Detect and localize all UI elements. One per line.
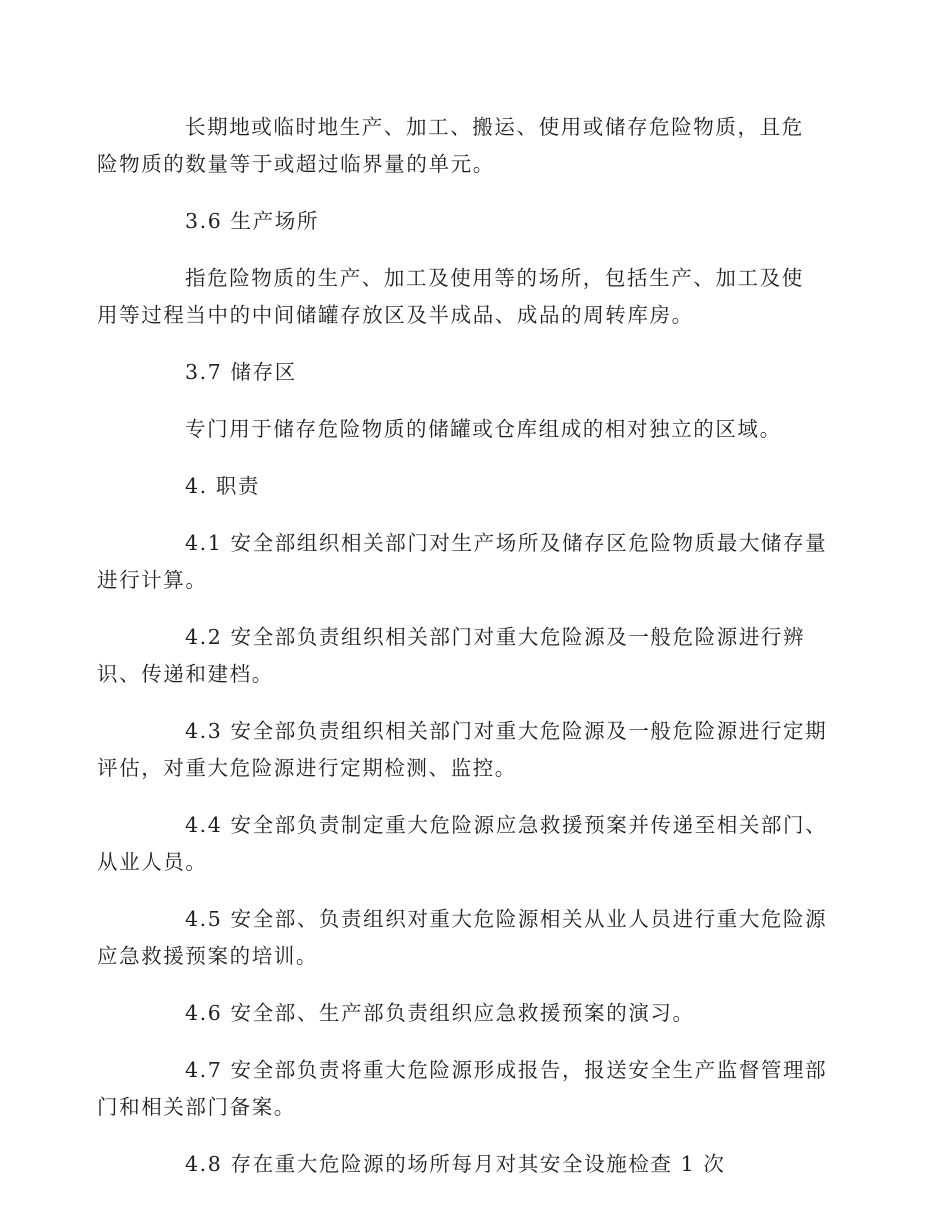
section-heading: [141, 468, 813, 505]
text-line: 识、传递和建档。: [97, 662, 274, 686]
paragraph: [97, 260, 813, 334]
text-line: 4.1 安全部组织相关部门对生产场所及储存区危险物质最大储存量: [185, 531, 828, 555]
text-line: 4.6 安全部、生产部负责组织应急救援预案的演习。: [185, 1001, 695, 1025]
text-line: 4.7 安全部负责将重大危险源形成报告，报送安全生产监督管理部: [185, 1058, 828, 1082]
text-line: 门和相关部门备案。: [97, 1095, 296, 1119]
paragraph: [141, 411, 813, 448]
text-line: 险物质的数量等于或超过临界量的单元。: [97, 152, 495, 176]
text-line: 3.6 生产场所: [185, 209, 319, 233]
paragraph: [97, 901, 828, 975]
section-heading: [141, 354, 813, 391]
paragraph: [97, 109, 813, 183]
text-line: 评估，对重大危险源进行定期检测、监控。: [97, 756, 517, 780]
paragraph: [97, 619, 813, 693]
paragraph: [141, 1146, 813, 1183]
text-line: 4. 职责: [185, 474, 261, 498]
paragraph: [97, 713, 828, 787]
paragraph: [141, 995, 813, 1032]
document-body: [97, 109, 828, 1203]
text-line: 4.5 安全部、负责组织对重大危险源相关从业人员进行重大危险源: [185, 907, 828, 931]
text-line: 指危险物质的生产、加工及使用等的场所，包括生产、加工及使: [185, 266, 804, 290]
paragraph: [97, 807, 828, 881]
text-line: 进行计算。: [97, 568, 208, 592]
paragraph: [97, 525, 828, 599]
section-heading: [141, 203, 813, 240]
text-line: 4.3 安全部负责组织相关部门对重大危险源及一般危险源进行定期: [185, 719, 828, 743]
text-line: 用等过程当中的中间储罐存放区及半成品、成品的周转库房。: [97, 303, 694, 327]
text-line: 4.4 安全部负责制定重大危险源应急救援预案并传递至相关部门、: [185, 813, 828, 837]
text-line: 从业人员。: [97, 850, 208, 874]
text-line: 应急救援预案的培训。: [97, 944, 318, 968]
text-line: 4.2 安全部负责组织相关部门对重大危险源及一般危险源进行辨: [185, 625, 806, 649]
paragraph: [97, 1052, 828, 1126]
text-line: 长期地或临时地生产、加工、搬运、使用或储存危险物质，且危: [185, 115, 804, 139]
text-line: 3.7 储存区: [185, 360, 297, 384]
text-line: 专门用于储存危险物质的储罐或仓库组成的相对独立的区域。: [185, 417, 782, 441]
text-line: 4.8 存在重大危险源的场所每月对其安全设施检查 1 次: [185, 1152, 726, 1176]
